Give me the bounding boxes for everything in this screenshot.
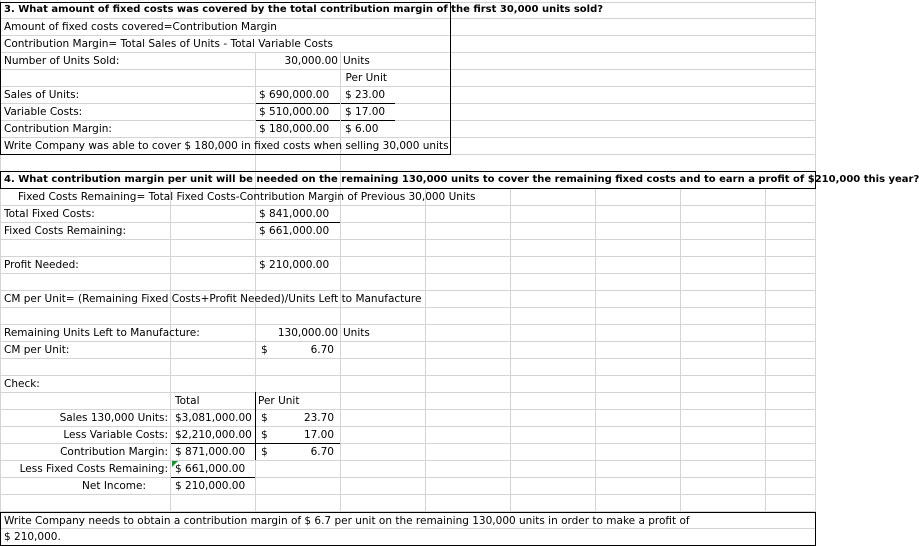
total-fixed-costs-label: Total Fixed Costs: <box>4 208 95 220</box>
check-sales-label: Sales 130,000 Units: <box>59 412 168 424</box>
remaining-units-unit: Units <box>343 327 370 339</box>
check-sales-total: $3,081,000.00 <box>175 412 252 424</box>
check-label: Check: <box>4 378 40 390</box>
check-sales-dollar: $ <box>261 412 268 424</box>
variable-costs-label: Variable Costs: <box>4 106 83 118</box>
sales-total: $ 690,000.00 <box>259 89 330 101</box>
q4-conclusion-line1: Write Company needs to obtain a contribution margin of $ 6.7 per unit on the remaining 130,000 units in order to make a profit of <box>4 515 690 527</box>
profit-needed-label: Profit Needed: <box>4 259 79 271</box>
profit-needed-value: $ 210,000.00 <box>259 259 330 271</box>
check-variable-per-unit: 17.00 <box>303 429 334 441</box>
cm-per-unit-value: 6.70 <box>310 344 334 356</box>
total-fixed-costs-value: $ 841,000.00 <box>259 208 330 220</box>
sales-per-unit: $ 23.00 <box>345 89 386 101</box>
cm-formula: CM per Unit= (Remaining Fixed Costs+Profit Needed)/Units Left to Manufacture <box>4 293 422 305</box>
check-cm-dollar: $ <box>261 446 268 458</box>
check-variable-dollar: $ <box>261 429 268 441</box>
check-sales-per-unit: 23.70 <box>303 412 334 424</box>
q3-title: 3. What amount of fixed costs was covered by the total contribution margin of the first 30,000 units sold? <box>4 4 604 15</box>
q4-conclusion-line2: $ 210,000. <box>4 531 61 543</box>
units-sold-label: Number of Units Sold: <box>4 55 120 67</box>
check-total-header: Total <box>175 395 200 407</box>
sales-label: Sales of Units: <box>4 89 80 101</box>
check-net-income-total: $ 210,000.00 <box>175 480 246 492</box>
check-cm-total: $ 871,000.00 <box>175 446 246 458</box>
check-fixed-total: $ 661,000.00 <box>175 463 246 475</box>
fixed-costs-remaining-value: $ 661,000.00 <box>259 225 330 237</box>
q3-line2: Contribution Margin= Total Sales of Units - Total Variable Costs <box>4 38 333 50</box>
contribution-margin-label: Contribution Margin: <box>4 123 112 135</box>
per-unit-header: Per Unit <box>345 72 387 84</box>
q3-line1: Amount of fixed costs covered=Contribution Margin <box>4 21 277 33</box>
remaining-units-value: 130,000.00 <box>277 327 338 339</box>
contribution-margin-total: $ 180,000.00 <box>259 123 330 135</box>
remaining-units-label: Remaining Units Left to Manufacture: <box>4 327 200 339</box>
variable-costs-per-unit: $ 17.00 <box>345 106 386 118</box>
check-fixed-label: Less Fixed Costs Remaining: <box>19 463 168 475</box>
units-sold-unit: Units <box>343 55 370 67</box>
cm-per-unit-dollar: $ <box>261 344 268 356</box>
check-net-income-label: Net Income: <box>82 480 146 492</box>
cm-per-unit-label: CM per Unit: <box>4 344 70 356</box>
check-variable-total: $2,210,000.00 <box>175 429 252 441</box>
check-cm-per-unit: 6.70 <box>310 446 334 458</box>
fixed-costs-remaining-label: Fixed Costs Remaining: <box>4 225 126 237</box>
q3-conclusion: Write Company was able to cover $ 180,000 in fixed costs when selling 30,000 units <box>4 140 449 152</box>
check-cm-label: Contribution Margin: <box>60 446 168 458</box>
check-per-unit-header: Per Unit <box>258 395 300 407</box>
variable-costs-total: $ 510,000.00 <box>259 106 330 118</box>
q4-line1: Fixed Costs Remaining= Total Fixed Costs-Contribution Margin of Previous 30,000 Units <box>18 191 476 203</box>
q4-title: 4. What contribution margin per unit will be needed on the remaining 130,000 units to cover the remaining fixed costs and to earn a profit of $210,000 this year? <box>4 174 919 185</box>
units-sold-value: 30,000.00 <box>284 55 338 67</box>
contribution-margin-per-unit: $ 6.00 <box>345 123 379 135</box>
check-variable-label: Less Variable Costs: <box>63 429 168 441</box>
